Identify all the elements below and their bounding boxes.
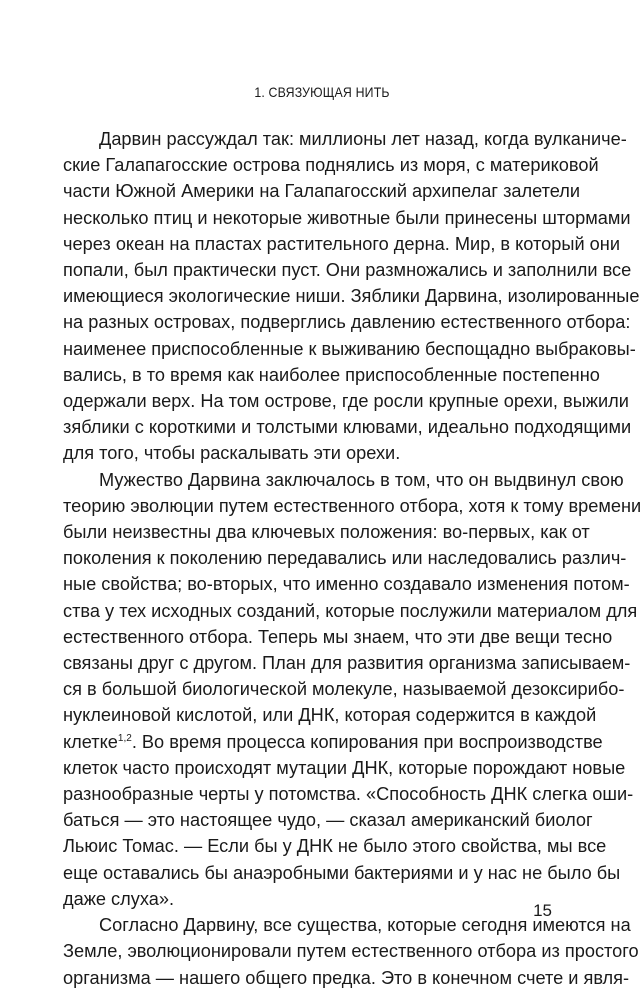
text-line: ства у тех исходных созданий, которые послужили материалом для — [63, 600, 638, 621]
text-line: ские Галапагосские острова поднялись из моря, с материковой — [63, 155, 599, 176]
text-line: баться — это настоящее чудо, — сказал американский биолог — [63, 810, 593, 831]
text-line: через океан на пластах растительного дерна. Мир, в который они — [63, 233, 620, 254]
text-line: естественного отбора. Теперь мы знаем, что эти две вещи тесно — [63, 626, 613, 647]
text-line: Земле, эволюционировали путем естественного отбора из простого — [63, 941, 639, 962]
text-line: на разных островах, подверглись давлению естественного отбора: — [63, 312, 631, 333]
text-line: нуклеиновой кислотой, или ДНК, которая содержится в каждой — [63, 705, 597, 726]
text-line: для того, чтобы раскалывать эти орехи. — [63, 443, 401, 464]
text-line-with-footnote — [63, 729, 603, 755]
text-line: ные свойства; во-вторых, что именно создавало изменения потом- — [63, 574, 630, 595]
body-text — [63, 126, 642, 991]
text-line: еще оставались бы анаэробными бактериями и у нас не было бы — [63, 862, 621, 883]
paragraph-3 — [63, 912, 639, 991]
paragraph-1 — [63, 126, 640, 467]
text-line: Согласно Дарвину, все существа, которые сегодня имеются на — [99, 915, 631, 936]
text-line: Дарвин рассуждал так: миллионы лет назад, когда вулканиче- — [99, 129, 627, 149]
running-head: 1. СВЯЗУЮЩАЯ НИТЬ — [254, 84, 390, 100]
text-line: теорию эволюции путем естественного отбора, хотя к тому времени — [63, 495, 642, 516]
text-line: зяблики с короткими и толстыми клювами, идеально подходящими — [63, 417, 632, 438]
text-line: были неизвестны два ключевых положения: во-первых, как от — [63, 522, 590, 543]
text-line: части Южной Америки на Галапагосский архипелаг залетели — [63, 181, 581, 202]
text-line: клеток часто происходят мутации ДНК, которые порождают новые — [63, 757, 626, 778]
text-line: одержали верх. На том острове, где росли крупные орехи, выжили — [63, 391, 629, 412]
text-line: Льюис Томас. — Если бы у ДНК не было этого свойства, мы все — [63, 836, 607, 857]
text-fragment: . Во время процесса копирования при воспроизводстве — [131, 731, 603, 752]
text-line: разнообразные черты у потомства. «Способность ДНК слегка оши- — [63, 784, 634, 805]
text-line: ся в большой биологической молекуле, называемой дезоксирибо- — [63, 679, 625, 700]
text-line: связаны друг с другом. План для развития организма записываем- — [63, 653, 631, 674]
text-fragment: клетке — [63, 731, 118, 752]
footnote-reference: 1,2 — [117, 732, 132, 744]
text-line: имеющиеся экологические ниши. Зяблики Дарвина, изолированные — [63, 286, 640, 307]
text-line: попали, был практически пуст. Они размножались и заполнили все — [63, 260, 632, 281]
text-line: Мужество Дарвина заключалось в том, что он выдвинул свою — [99, 469, 624, 490]
text-line: организма — нашего общего предка. Это в конечном счете и явля- — [63, 967, 630, 988]
text-line: вались, в то время как наиболее приспособленные постепенно — [63, 364, 600, 385]
page-number: 15 — [533, 901, 552, 920]
text-line: поколения к поколению передавались или наследовались различ- — [63, 548, 627, 569]
text-line: даже слуха». — [63, 888, 175, 909]
text-line: несколько птиц и некоторые животные были принесены штормами — [63, 207, 631, 228]
text-line: наименее приспособленные к выживанию беспощадно выбраковы- — [63, 338, 636, 359]
